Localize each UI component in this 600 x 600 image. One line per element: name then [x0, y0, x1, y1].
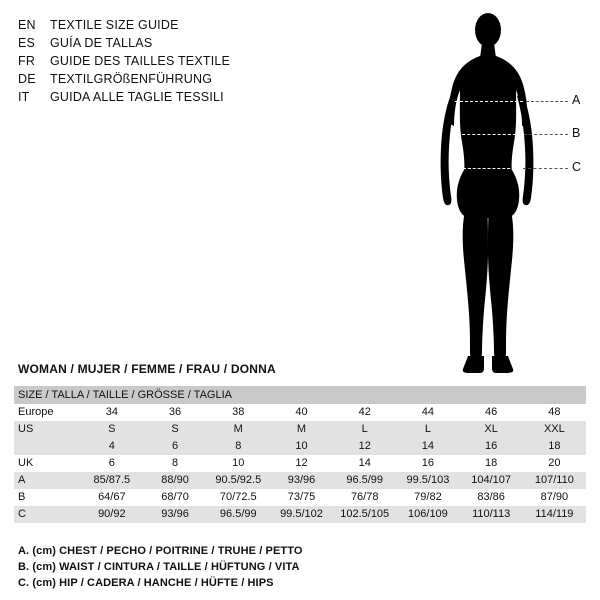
table-cell: 114/119: [523, 506, 586, 523]
row-label: C: [14, 506, 80, 523]
table-cell: XL: [460, 421, 523, 438]
table-caption: WOMAN / MUJER / FEMME / FRAU / DONNA: [18, 362, 276, 376]
marker-line-chest-outer: [526, 101, 568, 102]
language-row: [18, 88, 348, 106]
table-cell: 6: [143, 438, 206, 455]
table-cell: 12: [270, 455, 333, 472]
language-title: GUIDA ALLE TAGLIE TESSILI: [50, 90, 224, 104]
table-cell: S: [80, 421, 143, 438]
table-cell: 99.5/103: [396, 472, 459, 489]
table-cell: 73/75: [270, 489, 333, 506]
table-cell: 6: [80, 455, 143, 472]
table-row: [14, 421, 586, 438]
table-cell: 10: [270, 438, 333, 455]
table-header-label: SIZE / TALLA / TAILLE / GRÖSSE / TAGLIA: [14, 386, 586, 404]
table-cell: 70/72.5: [207, 489, 270, 506]
table-row: [14, 455, 586, 472]
row-label: [14, 438, 80, 455]
table-cell: 48: [523, 404, 586, 421]
table-cell: 83/86: [460, 489, 523, 506]
body-figure: [400, 8, 595, 378]
marker-line-hip-inner: [458, 168, 520, 169]
language-title: TEXTILE SIZE GUIDE: [50, 18, 179, 32]
table-cell: 106/109: [396, 506, 459, 523]
table-cell: 20: [523, 455, 586, 472]
language-code: IT: [18, 90, 30, 104]
table-cell: 110/113: [460, 506, 523, 523]
language-code: DE: [18, 72, 36, 86]
language-code: EN: [18, 18, 36, 32]
language-title-list: [18, 16, 348, 106]
table-cell: 18: [460, 455, 523, 472]
language-title: GUÍA DE TALLAS: [50, 36, 153, 50]
table-cell: 96.5/99: [333, 472, 396, 489]
table-cell: 46: [460, 404, 523, 421]
table-cell: 93/96: [143, 506, 206, 523]
table-cell: 40: [270, 404, 333, 421]
table-cell: 38: [207, 404, 270, 421]
language-code: FR: [18, 54, 36, 68]
table-cell: 64/67: [80, 489, 143, 506]
marker-line-waist-inner: [457, 134, 521, 135]
table-cell: XXL: [523, 421, 586, 438]
table-cell: 36: [143, 404, 206, 421]
note-chest: A. (cm) CHEST / PECHO / POITRINE / TRUHE / PETTO: [18, 545, 303, 557]
table-cell: 102.5/105: [333, 506, 396, 523]
note-hip: C. (cm) HIP / CADERA / HANCHE / HÜFTE / HIPS: [18, 577, 274, 589]
table-cell: 79/82: [396, 489, 459, 506]
table-cell: 42: [333, 404, 396, 421]
table-cell: 14: [396, 438, 459, 455]
table-cell: 93/96: [270, 472, 333, 489]
table-cell: 96.5/99: [207, 506, 270, 523]
size-table: [14, 386, 586, 523]
table-cell: 16: [396, 455, 459, 472]
table-cell: M: [207, 421, 270, 438]
marker-line-hip-outer: [523, 168, 568, 169]
table-row: [14, 489, 586, 506]
table-cell: 85/87.5: [80, 472, 143, 489]
table-cell: 8: [143, 455, 206, 472]
note-waist: B. (cm) WAIST / CINTURA / TAILLE / HÜFTUNG / VITA: [18, 561, 300, 573]
row-label: Europe: [14, 404, 80, 421]
table-row: [14, 438, 586, 455]
female-silhouette-icon: [400, 8, 595, 378]
table-cell: L: [396, 421, 459, 438]
table-cell: 104/107: [460, 472, 523, 489]
row-label: UK: [14, 455, 80, 472]
table-cell: 107/110: [523, 472, 586, 489]
table-row: [14, 404, 586, 421]
table-cell: 68/70: [143, 489, 206, 506]
marker-label-c: C: [572, 160, 582, 174]
marker-label-a: A: [572, 93, 581, 107]
language-row: [18, 34, 348, 52]
marker-line-chest-inner: [455, 101, 523, 102]
table-cell: 34: [80, 404, 143, 421]
table-cell: 76/78: [333, 489, 396, 506]
table-cell: S: [143, 421, 206, 438]
language-title: TEXTILGRÖßENFÜHRUNG: [50, 72, 213, 86]
table-row: [14, 506, 586, 523]
table-cell: M: [270, 421, 333, 438]
measurement-notes: [18, 543, 578, 591]
row-label: B: [14, 489, 80, 506]
table-cell: 99.5/102: [270, 506, 333, 523]
language-code: ES: [18, 36, 36, 50]
table-header-row: [14, 386, 586, 404]
table-cell: 16: [460, 438, 523, 455]
table-cell: 90.5/92.5: [207, 472, 270, 489]
table-cell: 87/90: [523, 489, 586, 506]
language-title: GUIDE DES TAILLES TEXTILE: [50, 54, 231, 68]
row-label: US: [14, 421, 80, 438]
row-label: A: [14, 472, 80, 489]
table-cell: 8: [207, 438, 270, 455]
table-cell: 90/92: [80, 506, 143, 523]
marker-label-b: B: [572, 126, 581, 140]
table-cell: 4: [80, 438, 143, 455]
language-row: [18, 16, 348, 34]
table-cell: 44: [396, 404, 459, 421]
marker-line-waist-outer: [524, 134, 568, 135]
table-cell: 10: [207, 455, 270, 472]
language-row: [18, 52, 348, 70]
language-row: [18, 70, 348, 88]
table-cell: 14: [333, 455, 396, 472]
table-row: [14, 472, 586, 489]
table-cell: 18: [523, 438, 586, 455]
table-cell: 12: [333, 438, 396, 455]
table-cell: L: [333, 421, 396, 438]
table-cell: 88/90: [143, 472, 206, 489]
